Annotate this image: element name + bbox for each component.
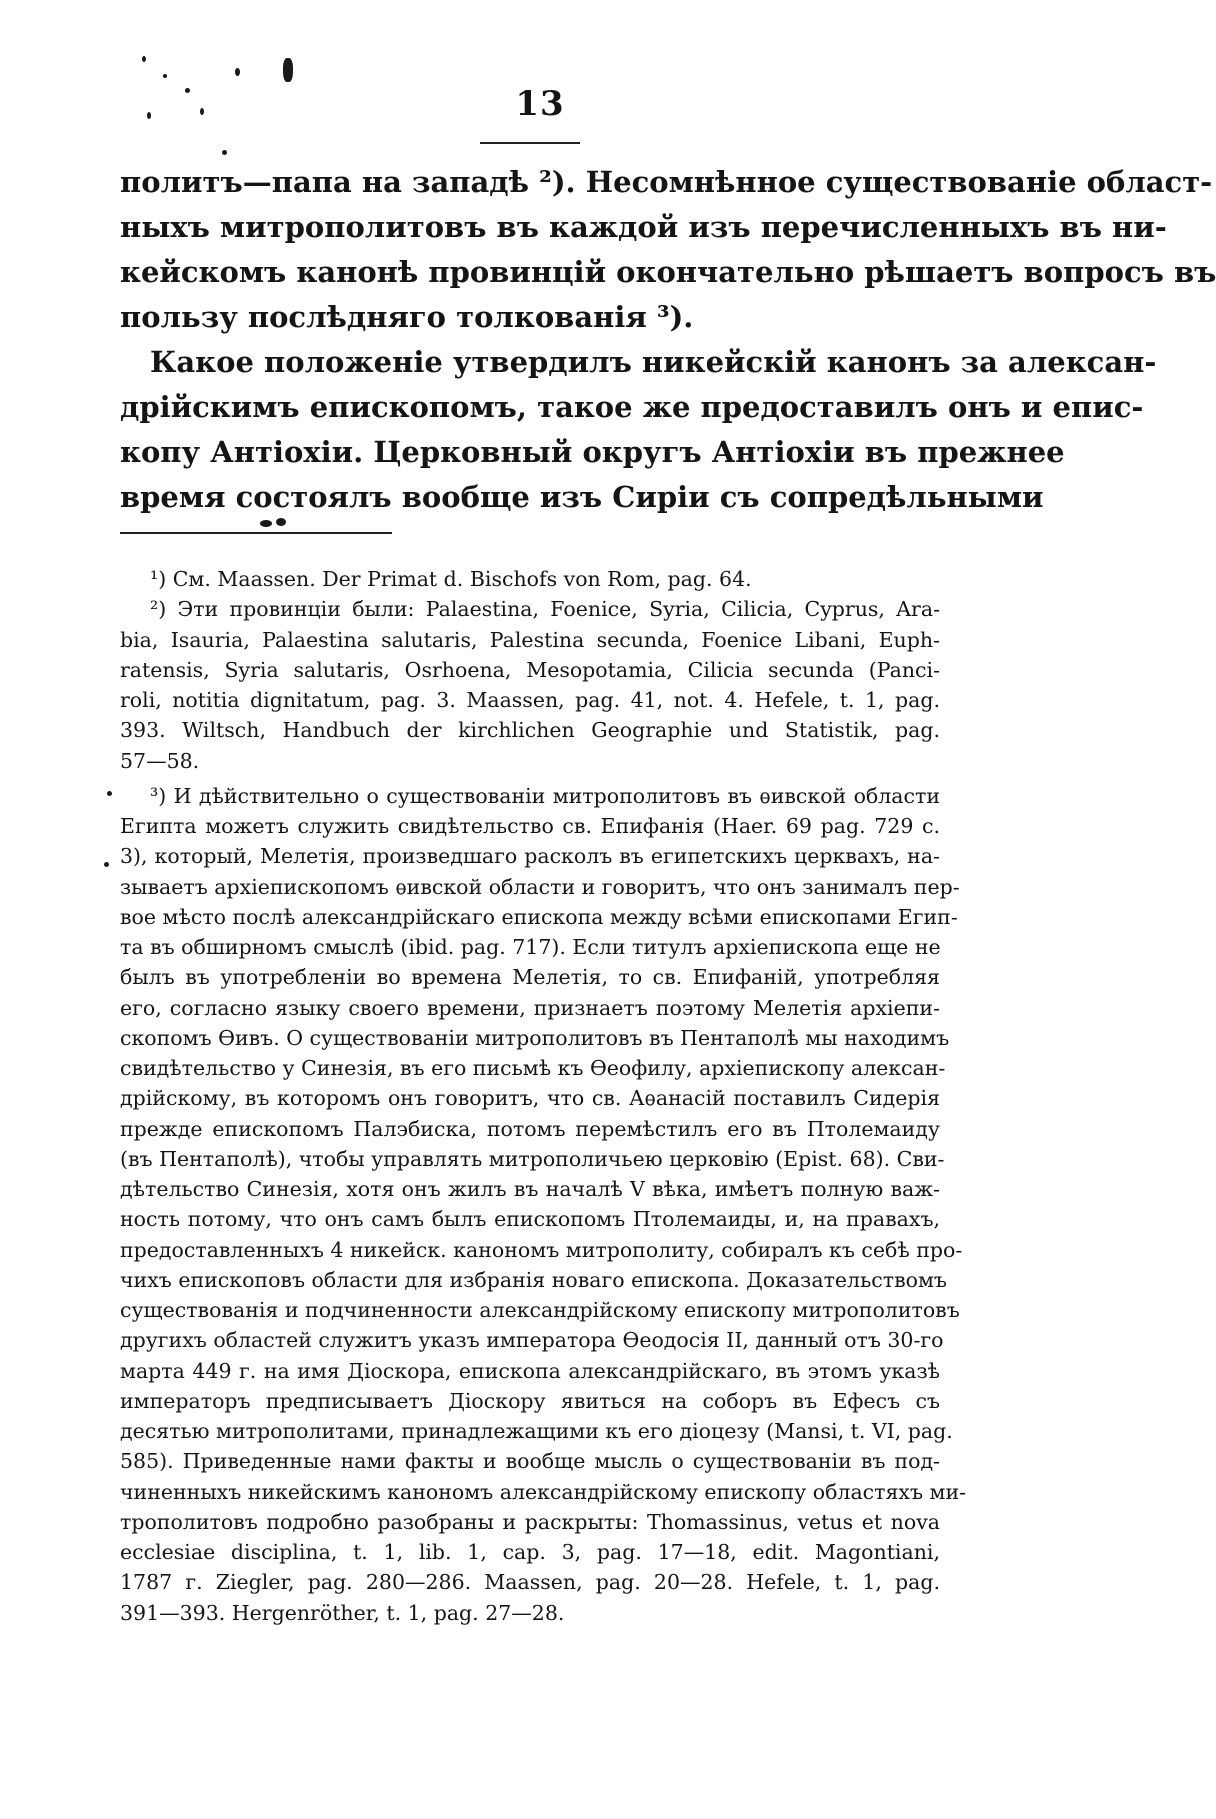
ink-speck [260,520,272,527]
footnote-line: 393. Wiltsch, Handbuch der kirchlichen Geographie und Statistik, pag. [120,718,940,743]
main-text-line: дрійскимъ епископомъ, такое же предоставилъ онъ и епис- [120,390,1144,424]
ink-speck [104,862,109,867]
ink-speck [142,56,146,62]
footnotes [120,564,967,1628]
footnote-line: скопомъ Ѳивъ. О существованіи митрополитовъ въ Пентаполѣ мы находимъ [120,1025,950,1050]
main-text-line: кейскомъ канонѣ провинцій окончательно рѣшаетъ вопросъ въ [120,255,1216,289]
footnote-line: прежде епископомъ Палэбиска, потомъ перемѣстилъ его въ Птолемаиду [120,1116,940,1141]
footnote-line: 1787 г. Ziegler, pag. 280—286. Maassen, pag. 20—28. Hefele, t. 1, pag. [120,1570,940,1595]
ink-speck [235,68,240,76]
footnote-line: (въ Пентаполѣ), чтобы управлять митрополичьею церковію (Epist. 68). Сви- [120,1146,945,1171]
page-number-rule [480,142,580,144]
main-text-line: время состоялъ вообще изъ Сиріи съ сопредѣльными [120,480,1044,514]
footnote-line: другихъ областей служитъ указъ императора Ѳеодосія II, данный отъ 30-го [120,1328,944,1353]
footnote-line: 3), который, Мелетія, произведшаго расколъ въ египетскихъ церквахъ, на- [120,844,940,869]
footnote-line: ratensis, Syria salutaris, Osrhoena, Mesopotamia, Cilicia secunda (Panci- [120,657,940,682]
ink-speck [163,74,167,78]
footnote-line: 585). Приведенные нами факты и вообще мысль о существованіи въ под- [120,1449,940,1474]
main-text-line: копу Антіохіи. Церковный округъ Антіохіи въ прежнее [120,435,1065,469]
footnote-line: предоставленныхъ 4 никейск. канономъ митрополиту, собиралъ къ себѣ про- [120,1237,963,1262]
footnote-line: зываетъ архіепископомъ ѳивской области и говоритъ, что онъ занималъ пер- [120,874,960,899]
footnote-line: трополитовъ подробно разобраны и раскрыты: Thomassinus, vetus et nova [120,1509,940,1534]
footnote-line: ¹) См. Maassen. Der Primat d. Bischofs von Rom, pag. 64. [150,567,752,591]
main-text-line: пользу послѣдняго толкованія ³). [120,300,694,334]
footnote-line: ²) Эти провинціи были: Palaestina, Foenice, Syria, Cilicia, Cyprus, Ara- [150,597,940,622]
page-number: 13 [515,84,565,124]
footnote-line: императоръ предписываетъ Діоскору явиться на соборъ въ Ефесъ съ [120,1388,940,1413]
footnote-line: ³) И дѣйствительно о существованіи митрополитовъ въ ѳивской области [150,783,940,808]
footnote-line: 57—58. [120,748,200,773]
footnote-line: былъ въ употребленіи во времена Мелетія, то св. Епифаній, употребляя [120,965,940,990]
footnote-line: вое мѣсто послѣ александрійскаго епископа между всѣми епископами Егип- [120,904,958,929]
ink-speck [147,112,151,119]
ink-speck [200,108,204,115]
main-text-line: политъ—папа на западѣ ²). Несомнѣнное существованіе област- [120,165,1213,199]
footnote-separator [120,532,392,534]
footnote-line: дѣтельство Синезія, хотя онъ жилъ въ началѣ V вѣка, имѣетъ полную важ- [120,1177,940,1201]
footnote-line: ность потому, что онъ самъ былъ епископомъ Птолемаиды, и, на правахъ, [120,1207,940,1232]
footnote-line: 391—393. Hergenröther, t. 1, pag. 27—28. [120,1600,565,1625]
main-text-line: Какое положеніе утвердилъ никейскій канонъ за алексан- [150,345,1157,379]
footnote-line: Египта можетъ служить свидѣтельство св. Епифанія (Haer. 69 pag. 729 c. [120,814,940,838]
footnote-line: десятью митрополитами, принадлежащими къ его діоцезу (Mansi, t. VI, pag. [120,1419,953,1443]
footnote-line: roli, notitia dignitatum, pag. 3. Maassen, pag. 41, not. 4. Hefele, t. 1, pag. [120,688,940,712]
footnote-line: марта 449 г. на имя Діоскора, епископа александрійскаго, въ этомъ указѣ [120,1358,940,1383]
footnote-line: bia, Isauria, Palaestina salutaris, Palestina secunda, Foenice Libani, Euph- [120,627,940,652]
footnote-line: его, согласно языку своего времени, признаетъ поэтому Мелетія архіепи- [120,995,940,1020]
footnote-line: ecclesiae disciplina, t. 1, lib. 1, cap. 3, pag. 17—18, edit. Magontiani, [120,1540,940,1564]
footnote-line: дрійскому, въ которомъ онъ говоритъ, что св. Аѳанасій поставилъ Сидерія [120,1086,940,1111]
footnote-line: свидѣтельство у Синезія, въ его письмѣ къ Ѳеофилу, архіепископу алексан- [120,1056,946,1080]
ink-speck [185,88,190,93]
footnote-line: та въ обширномъ смыслѣ (ibid. pag. 717). Если титулъ архіепископа еще не [120,935,941,959]
ink-speck [222,150,227,155]
footnote-line: существованія и подчиненности александрійскому епископу митрополитовъ [120,1298,960,1322]
ink-speck [283,58,293,82]
main-text-line: ныхъ митрополитовъ въ каждой изъ перечисленныхъ въ ни- [120,210,1167,244]
ink-speck [107,791,112,796]
main-text [120,160,1216,520]
footnote-line: чихъ епископовъ области для избранія новаго епископа. Доказательствомъ [120,1267,947,1292]
footnote-line: чиненныхъ никейскимъ канономъ александрійскому епископу областяхъ ми- [120,1479,967,1504]
